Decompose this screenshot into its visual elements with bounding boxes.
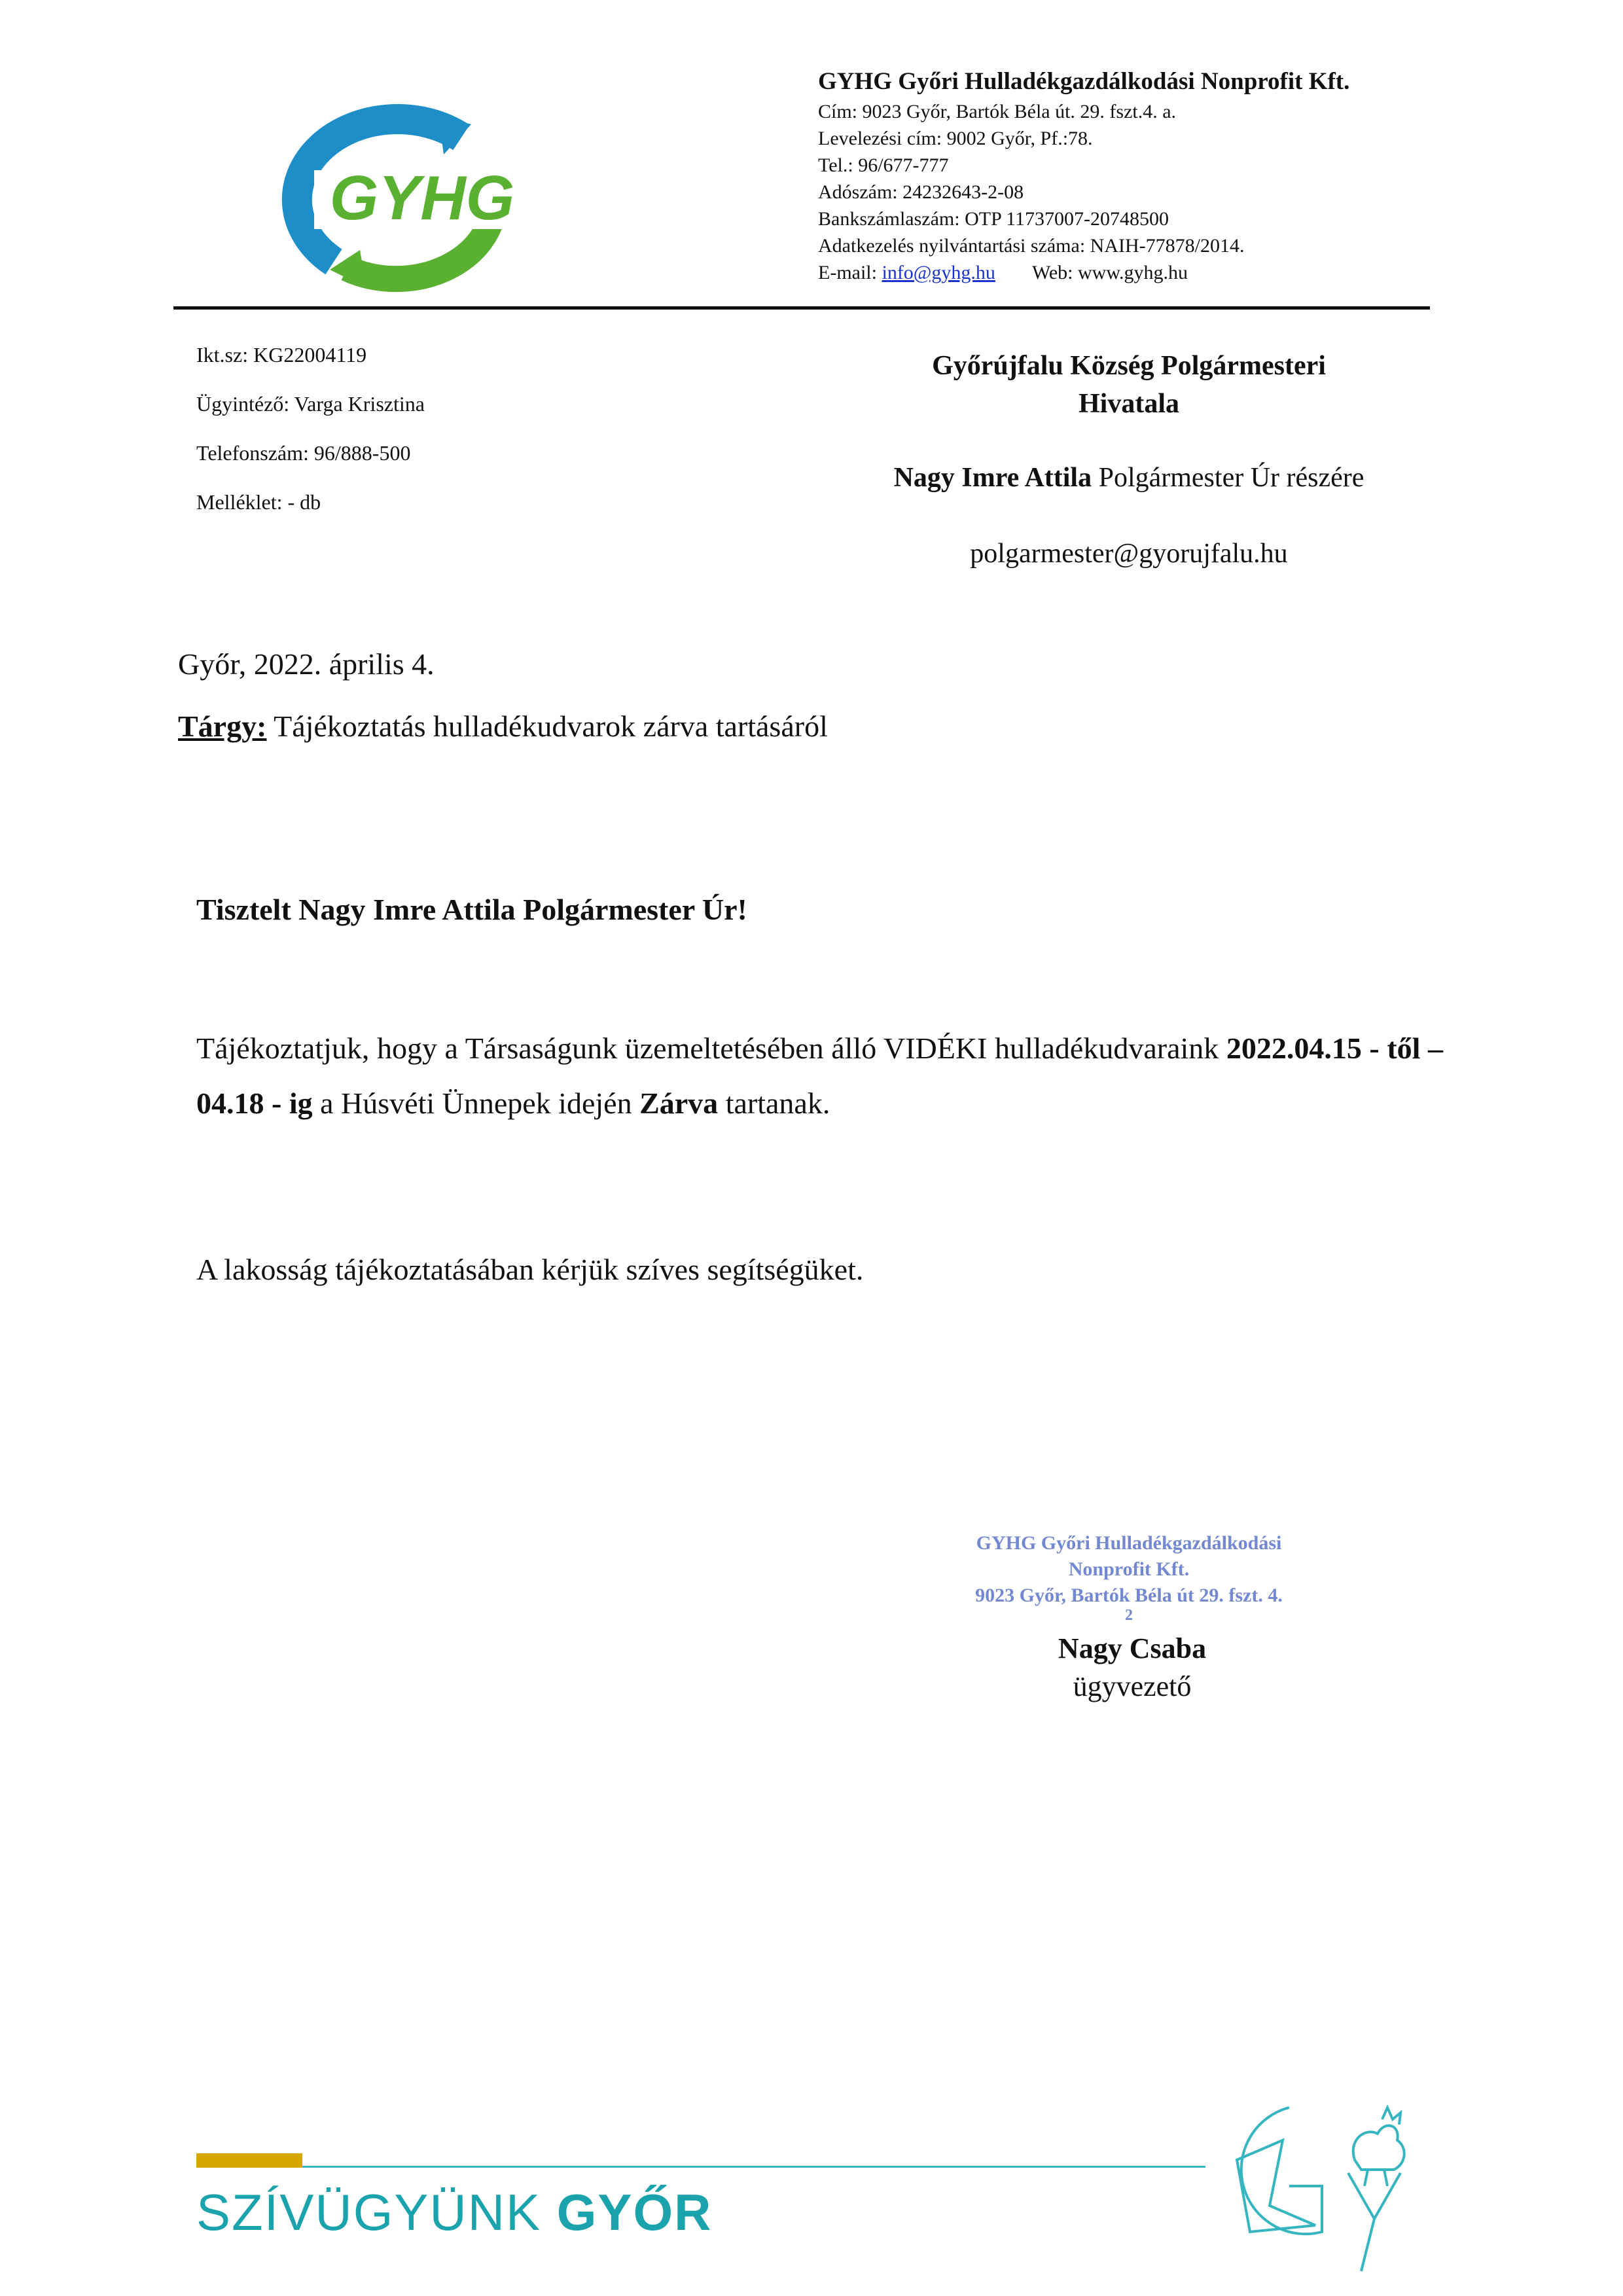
footer-gold-bar <box>196 2153 302 2168</box>
signer-name: Nagy Csaba <box>1058 1632 1207 1664</box>
request-paragraph: A lakosság tájékoztatásában kérjük szíves segítségüket. <box>196 1253 864 1286</box>
company-phone: Tel.: 96/677-777 <box>818 154 949 176</box>
stamp-line4: 2 <box>1125 1607 1133 1624</box>
gyor-city-emblem-icon <box>1211 2081 1427 2278</box>
emblem-g-shape <box>1241 2108 1322 2234</box>
recipient-person <box>785 459 1472 497</box>
email-label: E-mail: <box>818 262 882 283</box>
recipient-title: Polgármester Úr részére <box>1092 463 1364 493</box>
logo-blue-arrowhead <box>438 115 471 154</box>
case-handler: Ügyintéző: Varga Krisztina <box>196 392 425 416</box>
recipient-email: polgarmester@gyorujfalu.hu <box>970 539 1288 569</box>
slogan-city: GYŐR <box>556 2183 713 2241</box>
recipient-name: Nagy Imre Attila <box>893 463 1092 493</box>
company-stamp <box>903 1530 1355 1622</box>
company-postal-address: Levelezési cím: 9002 Győr, Pf.:78. <box>818 128 1093 149</box>
closed-word: Zárva <box>639 1086 719 1120</box>
slogan-part1: SZÍVÜGYÜNK <box>196 2183 557 2241</box>
notice-intro: Tájékoztatjuk, hogy a Társaságunk üzemeltetésében álló VIDÉKI hulladékudvaraink <box>196 1031 1226 1065</box>
company-bank-account: Bankszámlaszám: OTP 11737007-20748500 <box>818 208 1169 230</box>
company-privacy-id: Adatkezelés nyilvántartási száma: NAIH-77878/2014. <box>818 235 1245 257</box>
stamp-line1: GYHG Győri Hulladékgazdálkodási <box>976 1532 1282 1554</box>
company-name: GYHG Győri Hulladékgazdálkodási Nonprofit Kft. <box>818 68 1350 95</box>
salutation: Tisztelt Nagy Imre Attila Polgármester Úr! <box>196 893 747 926</box>
company-info <box>818 65 1349 286</box>
logo-text: GYHG <box>329 163 515 233</box>
reference-block <box>196 331 425 527</box>
notice-middle: a Húsvéti Ünnepek idején <box>312 1086 640 1120</box>
stamp-line2: Nonprofit Kft. <box>1068 1558 1190 1580</box>
recipient-block <box>785 347 1472 573</box>
recipient-organization-line1: Győrújfalu Község Polgármesteri <box>932 351 1326 381</box>
subject-label: Tárgy: <box>178 709 267 743</box>
emblem-y-shape <box>1348 2173 1400 2271</box>
gyhg-logo <box>275 98 537 295</box>
attachment-count: Melléklet: - db <box>196 490 321 514</box>
signer-title: ügyvezető <box>1073 1670 1192 1702</box>
file-number: Ikt.sz: KG22004119 <box>196 343 367 367</box>
subject-text: Tájékoztatás hulladékudvarok zárva tartásáról <box>266 709 828 743</box>
signer-block <box>1001 1630 1263 1706</box>
company-tax-number: Adószám: 24232643-2-08 <box>818 181 1024 203</box>
recipient-organization-line2: Hivatala <box>1079 389 1179 419</box>
emblem-label: GY <box>1308 2271 1310 2272</box>
footer-teal-line <box>302 2166 1205 2168</box>
company-contact-line <box>818 259 1349 286</box>
company-web: Web: www.gyhg.hu <box>1031 262 1188 283</box>
company-email-link[interactable]: info@gyhg.hu <box>882 262 995 283</box>
footer-slogan <box>196 2183 712 2242</box>
company-address: Cím: 9023 Győr, Bartók Béla út. 29. fszt.4. a. <box>818 101 1177 122</box>
stamp-line3: 9023 Győr, Bartók Béla út 29. fszt. 4. <box>975 1585 1283 1606</box>
header-divider <box>173 306 1430 310</box>
notice-paragraph <box>196 1021 1443 1131</box>
notice-end: tartanak. <box>718 1086 830 1120</box>
rooster-comb <box>1382 2108 1400 2125</box>
rooster-legs <box>1364 2170 1387 2186</box>
handler-phone: Telefonszám: 96/888-500 <box>196 441 411 465</box>
letter-subject <box>178 707 828 746</box>
rooster-body <box>1353 2126 1404 2170</box>
closure-dates: 2022.04.15 - től – 04.18 - ig <box>196 1031 1443 1120</box>
letter-date: Győr, 2022. április 4. <box>178 647 435 681</box>
